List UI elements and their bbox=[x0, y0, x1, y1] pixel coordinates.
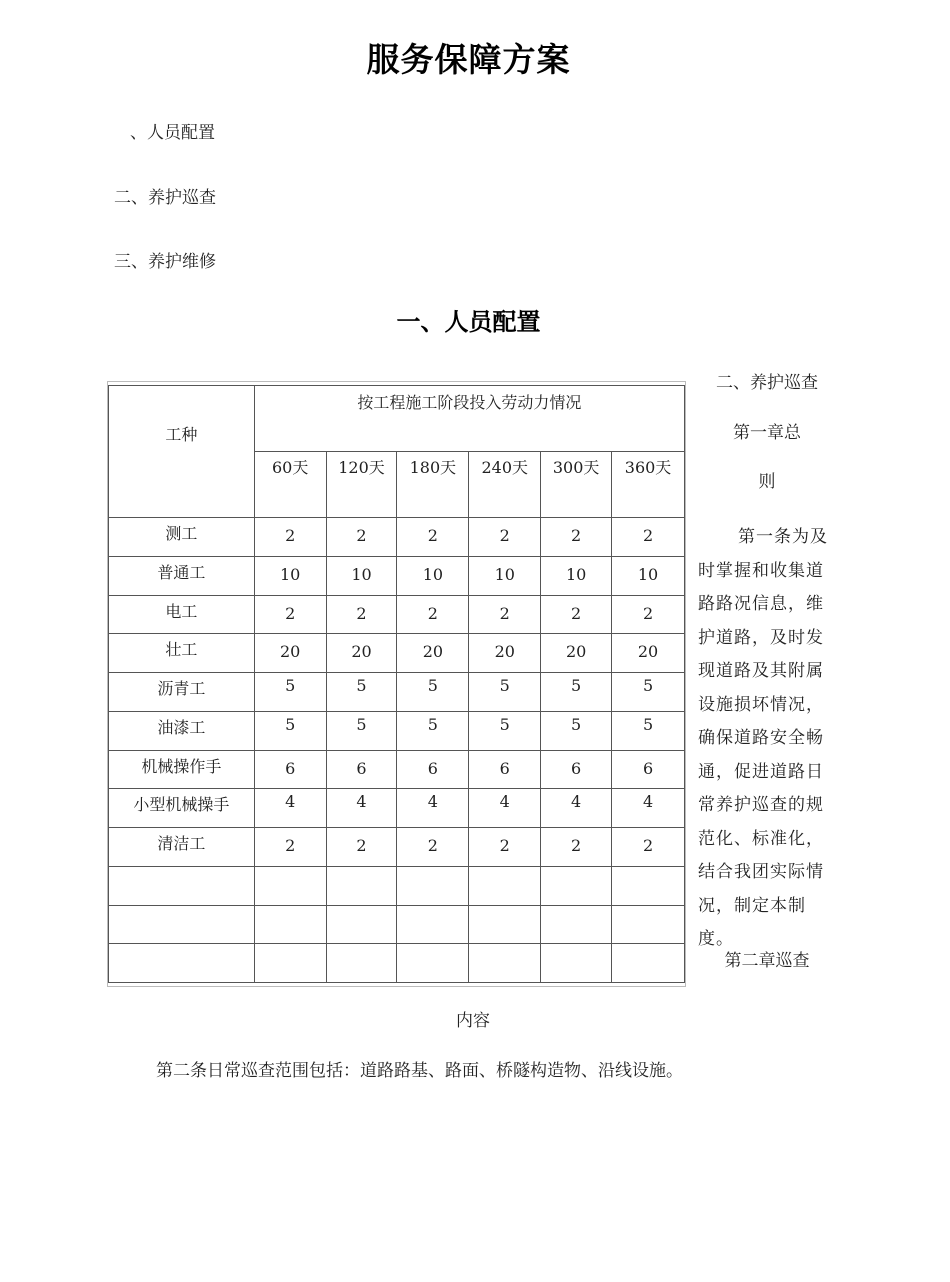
headcount-cell: 20 bbox=[397, 634, 469, 673]
empty-cell bbox=[469, 867, 541, 906]
headcount-cell: 20 bbox=[326, 634, 397, 673]
headcount-cell: 4 bbox=[612, 789, 685, 828]
trade-name-cell: 沥青工 bbox=[109, 673, 255, 712]
empty-table-row bbox=[109, 906, 685, 944]
headcount-cell: 5 bbox=[612, 712, 685, 751]
headcount-cell: 2 bbox=[254, 518, 326, 557]
headcount-cell: 2 bbox=[541, 828, 612, 867]
headcount-cell: 5 bbox=[541, 673, 612, 712]
headcount-cell: 2 bbox=[612, 828, 685, 867]
period-header: 360天 bbox=[612, 452, 685, 518]
headcount-cell: 2 bbox=[469, 828, 541, 867]
period-header: 60天 bbox=[254, 452, 326, 518]
period-header: 180天 bbox=[397, 452, 469, 518]
headcount-cell: 2 bbox=[326, 828, 397, 867]
headcount-cell: 4 bbox=[326, 789, 397, 828]
empty-cell bbox=[326, 944, 397, 983]
headcount-cell: 5 bbox=[254, 712, 326, 751]
staffing-table bbox=[108, 385, 685, 983]
period-header: 120天 bbox=[326, 452, 397, 518]
headcount-cell: 20 bbox=[541, 634, 612, 673]
headcount-cell: 10 bbox=[254, 557, 326, 596]
empty-cell bbox=[612, 944, 685, 983]
headcount-cell: 2 bbox=[469, 518, 541, 557]
table-row bbox=[109, 596, 685, 634]
empty-cell bbox=[541, 867, 612, 906]
headcount-cell: 2 bbox=[326, 518, 397, 557]
headcount-cell: 20 bbox=[469, 634, 541, 673]
table-row bbox=[109, 634, 685, 673]
chapter2-title-continued: 内容 bbox=[456, 1011, 490, 1031]
table-row bbox=[109, 751, 685, 789]
headcount-cell: 5 bbox=[541, 712, 612, 751]
headcount-cell: 5 bbox=[397, 673, 469, 712]
headcount-cell: 2 bbox=[254, 596, 326, 634]
empty-cell bbox=[541, 944, 612, 983]
empty-cell bbox=[397, 944, 469, 983]
period-header: 300天 bbox=[541, 452, 612, 518]
chapter2-title: 第二章巡查 bbox=[724, 951, 810, 971]
headcount-cell: 10 bbox=[469, 557, 541, 596]
page-title: 服务保障方案 bbox=[366, 40, 571, 79]
toc-item-repair: 三、养护维修 bbox=[114, 252, 216, 272]
headcount-cell: 2 bbox=[397, 596, 469, 634]
headcount-cell: 2 bbox=[254, 828, 326, 867]
headcount-cell: 5 bbox=[469, 712, 541, 751]
trade-name-cell: 油漆工 bbox=[109, 712, 255, 751]
trade-name-cell: 机械操作手 bbox=[109, 751, 255, 789]
empty-cell bbox=[469, 944, 541, 983]
headcount-cell: 5 bbox=[326, 712, 397, 751]
headcount-cell: 4 bbox=[254, 789, 326, 828]
empty-cell bbox=[109, 867, 255, 906]
headcount-cell: 5 bbox=[326, 673, 397, 712]
headcount-cell: 10 bbox=[612, 557, 685, 596]
headcount-cell: 2 bbox=[541, 596, 612, 634]
empty-cell bbox=[541, 906, 612, 944]
headcount-cell: 20 bbox=[612, 634, 685, 673]
empty-table-row bbox=[109, 944, 685, 983]
table-row bbox=[109, 673, 685, 712]
empty-cell bbox=[254, 906, 326, 944]
headcount-cell: 5 bbox=[469, 673, 541, 712]
trade-name-cell: 清洁工 bbox=[109, 828, 255, 867]
empty-cell bbox=[397, 906, 469, 944]
headcount-cell: 6 bbox=[469, 751, 541, 789]
headcount-cell: 10 bbox=[326, 557, 397, 596]
trade-name-cell: 测工 bbox=[109, 518, 255, 557]
empty-table-row bbox=[109, 867, 685, 906]
empty-cell bbox=[254, 944, 326, 983]
side-heading-inspection: 二、养护巡查 bbox=[716, 373, 818, 393]
headcount-cell: 5 bbox=[397, 712, 469, 751]
headcount-cell: 2 bbox=[612, 518, 685, 557]
trade-name-cell: 小型机械操手 bbox=[109, 789, 255, 828]
table-row bbox=[109, 518, 685, 557]
section-heading-staffing: 一、人员配置 bbox=[396, 308, 541, 336]
headcount-cell: 6 bbox=[397, 751, 469, 789]
trade-name-cell: 电工 bbox=[109, 596, 255, 634]
headcount-cell: 20 bbox=[254, 634, 326, 673]
headcount-cell: 2 bbox=[326, 596, 397, 634]
headcount-cell: 2 bbox=[469, 596, 541, 634]
headcount-cell: 6 bbox=[612, 751, 685, 789]
article1-paragraph: 第一条为及时掌握和收集道路路况信息，维护道路，及时发现道路及其附属设施损坏情况，确保道路安全畅通，促进道路日常养护巡查的规范化、标准化，结合我团实际情况，制定本制度。 bbox=[698, 527, 828, 949]
headcount-cell: 4 bbox=[541, 789, 612, 828]
table-header-row bbox=[109, 386, 685, 452]
empty-cell bbox=[469, 906, 541, 944]
empty-cell bbox=[109, 944, 255, 983]
headcount-cell: 4 bbox=[397, 789, 469, 828]
headcount-cell: 10 bbox=[397, 557, 469, 596]
table-row bbox=[109, 557, 685, 596]
headcount-cell: 5 bbox=[612, 673, 685, 712]
headcount-cell: 4 bbox=[469, 789, 541, 828]
table-row bbox=[109, 712, 685, 751]
trade-header: 工种 bbox=[109, 386, 255, 518]
toc-item-inspection: 二、养护巡查 bbox=[114, 188, 216, 208]
headcount-cell: 2 bbox=[397, 518, 469, 557]
headcount-cell: 2 bbox=[541, 518, 612, 557]
empty-cell bbox=[612, 906, 685, 944]
chapter1-title-line1: 第一章总 bbox=[733, 423, 801, 443]
headcount-cell: 6 bbox=[541, 751, 612, 789]
staffing-table-frame bbox=[107, 381, 686, 987]
trade-name-cell: 普通工 bbox=[109, 557, 255, 596]
empty-cell bbox=[397, 867, 469, 906]
empty-cell bbox=[326, 906, 397, 944]
labor-group-header: 按工程施工阶段投入劳动力情况 bbox=[254, 386, 684, 452]
toc-item-staffing: 、人员配置 bbox=[130, 123, 215, 143]
chapter1-title-line2: 则 bbox=[758, 472, 776, 492]
table-row bbox=[109, 828, 685, 867]
period-header: 240天 bbox=[469, 452, 541, 518]
headcount-cell: 2 bbox=[612, 596, 685, 634]
headcount-cell: 6 bbox=[254, 751, 326, 789]
empty-cell bbox=[326, 867, 397, 906]
headcount-cell: 6 bbox=[326, 751, 397, 789]
headcount-cell: 10 bbox=[541, 557, 612, 596]
article2-paragraph: 第二条日常巡查范围包括：道路路基、路面、桥隧构造物、沿线设施。 bbox=[156, 1061, 683, 1081]
table-row bbox=[109, 789, 685, 828]
headcount-cell: 5 bbox=[254, 673, 326, 712]
trade-name-cell: 壮工 bbox=[109, 634, 255, 673]
headcount-cell: 2 bbox=[397, 828, 469, 867]
empty-cell bbox=[612, 867, 685, 906]
empty-cell bbox=[254, 867, 326, 906]
empty-cell bbox=[109, 906, 255, 944]
